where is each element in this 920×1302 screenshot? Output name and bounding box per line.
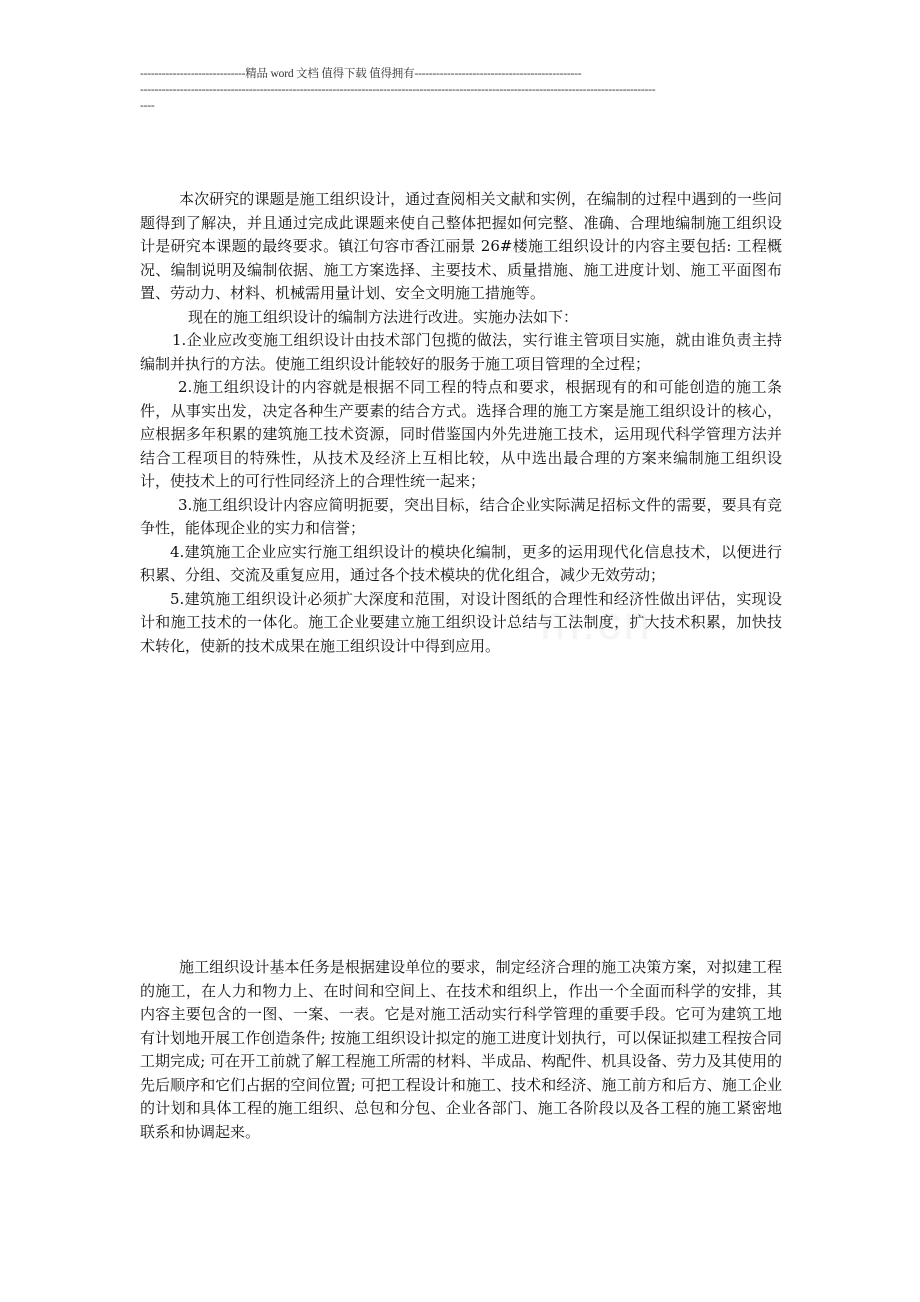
section-1 [140, 188, 782, 658]
paragraph: 本次研究的课题是施工组织设计，通过查阅相关文献和实例，在编制的过程中遇到的一些问题得到了解决，并且通过完成此课题来使自己整体把握如何完整、准确、合理地编制施工组织设计是研究本课题的最终要求。镇江句容市香江丽景 26#楼施工组织设计的内容主要包括: 工程概况、编制说明及编制依据、施工方案选择、主要技术、质量措施、施工进度计划、施工平面图布置、劳动力、材料、机械需用量计划、安全文明施工措施等。 [140, 190, 782, 302]
paragraph: 4.建筑施工企业应实行施工组织设计的模块化编制，更多的运用现代化信息技术，以便进行积累、分组、交流及重复应用，通过各个技术模块的优化组合，减少无效劳动； [140, 542, 782, 584]
header-line-2: ---------------------------------------------------------------------------------------------------------------------------------------------- [140, 84, 656, 96]
page-header [140, 66, 780, 114]
paragraph: 3.施工组织设计内容应简明扼要，突出目标，结合企业实际满足招标文件的需要，要具有竞争性，能体现企业的实力和信誉； [140, 495, 782, 537]
paragraph: 现在的施工组织设计的编制方法进行改进。实施办法如下： [188, 307, 579, 326]
header-line-3: ---- [140, 100, 155, 112]
paragraph: 5.建筑施工组织设计必须扩大深度和范围，对设计图纸的合理性和经济性做出评估，实现设计和施工技术的一体化。施工企业要建立施工组织设计总结与工法制度，扩大技术积累，加快技术转化，使新的技术成果在施工组织设计中得到应用。 [140, 589, 782, 655]
header-line-1: -----------------------------精品 word 文档 值得下载 值得拥有---------------------------------------------- [140, 68, 582, 80]
paragraph: 施工组织设计基本任务是根据建设单位的要求，制定经济合理的施工决策方案，对拟建工程的施工，在人力和物力上、在时间和空间上、在技术和组织上，作出一个全面而科学的安排，其内容主要包含的一图、一案、一表。它是对施工活动实行科学管理的重要手段。它可为建筑工地有计划地开展工作创造条件; 按施工组织设计拟定的施工进度计划执行，可以保证拟建工程按合同工期完成; 可在开工前就了解工程施工所需的材料、半成品、构配件、机具设备、劳力及其使用的先后顺序和它们占据的空间位置; 可把工程设计和施工、技术和经济、施工前方和后方、施工企业的计划和具体工程的施工组织、总包和分包、企业各部门、施工各阶段以及各工程的施工紧密地联系和协调起来。 [140, 958, 782, 1141]
paragraph: 2.施工组织设计的内容就是根据不同工程的特点和要求，根据现有的和可能创造的施工条件，从事实出发，决定各种生产要素的结合方式。选择合理的施工方案是施工组织设计的核心，应根据多年积累的建筑施工技术资源，同时借鉴国内外先进施工技术，运用现代科学管理方法并结合工程项目的特殊性，从技术及经济上互相比较，从中选出最合理的方案来编制施工组织设计，使技术上的可行性同经济上的合理性统一起来； [140, 378, 782, 490]
section-2 [140, 956, 782, 1144]
paragraph: 1.企业应改变施工组织设计由技术部门包揽的做法，实行谁主管项目实施，就由谁负责主持编制并执行的方法。使施工组织设计能较好的服务于施工项目管理的全过程； [140, 331, 782, 373]
